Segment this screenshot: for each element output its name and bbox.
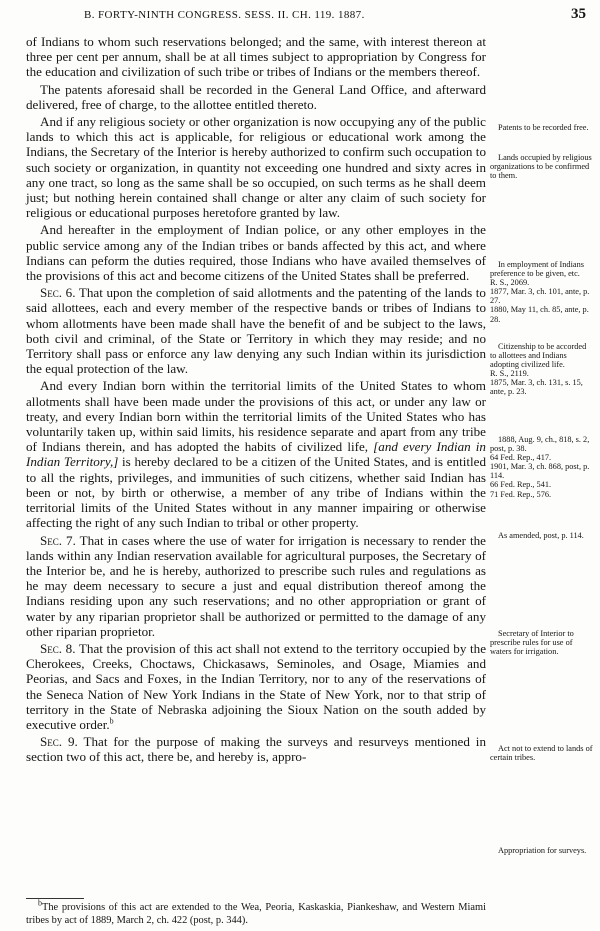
margin-note-case-refs (490, 435, 594, 499)
margin-ref: 71 Fed. Rep., 576. (490, 489, 552, 499)
margin-note-not-extend: Act not to extend to lands of certain tribes. (490, 744, 593, 763)
footnote (26, 898, 486, 927)
paragraph-patents: The patents aforesaid shall be recorded in the General Land Office, and afterward delivered, free of charge, to the allottee entitled thereto. (26, 81, 486, 112)
footnote-rule (26, 898, 84, 899)
margin-ref: 1877, Mar. 3, ch. 101, ante, p. 27. (490, 287, 590, 306)
page-number: 35 (571, 6, 586, 22)
footnote-text: The provisions of this act are extended to the Wea, Peoria, Kaskaskia, Piankeshaw, and Western Miami tribes by act of 1889, March 2, ch. 422 (post, p. 344). (26, 902, 486, 926)
section-9 (26, 734, 486, 764)
margin-ref: 66 Fed. Rep., 541. (490, 480, 552, 490)
margin-ref: 64 Fed. Rep., 417. (490, 453, 552, 463)
running-head: B. FORTY-NINTH CONGRESS. SESS. II. CH. 119. 1887. (84, 9, 365, 21)
margin-ref: 1888, Aug. 9, ch., 818, s. 2, post, p. 38. (490, 435, 590, 454)
section-7 (26, 533, 486, 639)
paragraph-citizenship (26, 378, 486, 530)
paragraph-religious-society: And if any religious society or other organization is now occupying any of the public lands to which this act is applicable, for religious or educational work among the Indians, the Secretary of the Interior is hereby authorized to confirm such occupation to such society or organization, in quantity not exceeding one hundred and sixty acres in any one tract, so long as the same shall be so occupied, on such terms as he shall deem just; but nothing herein contained shall change or alter any claim of such society for religious or educational purposes heretofore granted by law. (26, 114, 486, 221)
margin-note-citizenship: Citizenship to be accorded to allottees and Indians adopting civilized life. R. S., 2119. 1875, Mar. 3, ch. 131, s. 15, ante, p. 23. (490, 342, 587, 397)
section-9-label: Sec. 9. (40, 734, 78, 750)
margin-note-patents: Patents to be recorded free. (498, 123, 589, 132)
margin-note-religious-lands: Lands occupied by religious organizations to be confirmed to them. (490, 153, 592, 181)
body-text (26, 34, 486, 767)
footnote-mark: b (38, 898, 42, 908)
page-header (0, 6, 600, 26)
paragraph-indian-police: And hereafter in the employment of Indian police, or any other employes in the public service among any of the Indian tribes or bands affected by this act, and where Indians can peform the duties required, those Indians who have availed themselves of the provisions of this act and become citizens of the United States shall be preferred. (26, 222, 486, 284)
margin-ref: R. S., 2119. (490, 369, 529, 379)
section-8-label: Sec. 8. (40, 640, 76, 656)
section-7-label: Sec. 7. (40, 532, 76, 548)
margin-note-amended: As amended, post, p. 114. (498, 531, 584, 540)
margin-ref: 1875, Mar. 3, ch. 131, s. 15, ante, p. 23. (490, 378, 583, 397)
margin-ref: R. S., 2069. (490, 278, 530, 288)
section-6 (26, 285, 486, 376)
section-6-text: That upon the completion of said allotments and the patenting of the lands to said allottees, each and every member of the respective bands or tribes of Indians to whom allotments have been made shall have the benefit of and be subject to the laws, both civil and criminal, of the State or Territory in which they may reside; and no Territory shall pass or enforce any law denying any such Indian within its jurisdiction the equal protection of the law. (26, 285, 486, 377)
citizenship-text-b: is hereby declared to be a citizen of the United States, and is entitled to all the rights, privileges, and immunities of such citizens, whether said Indian has been or not, by birth or otherwise, a member of any tribe of Indians within the territorial limits of the United States without in any manner impairing or otherwise affecting the right of any such Indian to tribal or other property. (26, 454, 486, 531)
margin-note-water: Secretary of Interior to prescribe rules for use of waters for irrigation. (490, 629, 574, 657)
citizenship-amendment: [and every Indian in Indian Territory,] (26, 439, 486, 470)
citizenship-text-a: And every Indian born within the territorial limits of the United States to whom allotments shall have been made under the provisions of this act, or under any law or treaty, and every Indian born within the territorial limits of the United States who has voluntarily taken up, within said limits, his residence separate and apart from any tribe of Indians therein, and has adopted the habits of civilized life, (26, 378, 486, 455)
margin-ref: 1901, Mar. 3, ch. 868, post, p. 114. (490, 462, 590, 481)
section-9-text: That for the purpose of making the surveys and resurveys mentioned in section two of this act, there be, and hereby is, appro- (26, 734, 486, 765)
margin-note-appropriation: Appropriation for surveys. (498, 846, 587, 855)
section-6-label: Sec. 6. (40, 285, 76, 301)
margin-note-employment: In employment of Indians preference to be given, etc. R. S., 2069. 1877, Mar. 3, ch. 101, ante, p. 27. 1880, May 11, ch. 85, ante, p. 28. (490, 260, 590, 324)
section-7-text: That in cases where the use of water for irrigation is necessary to render the lands within any Indian reservation available for agricultural purposes, the Secretary of the Interior be, and he is hereby, authorized to prescribe such rules and regulations as he may deem necessary to secure a just and equal distribution thereof among the Indians residing upon any such reservations; and no other appropriation or grant of water by any riparian proprietor shall be authorized or permitted to the damage of any other riparian proprietor. (26, 532, 486, 639)
section-8 (26, 641, 486, 732)
section-8-text: That the provision of this act shall not extend to the territory occupied by the Cherokees, Creeks, Choctaws, Chickasaws, Seminoles, and Osage, Miamies and Peorias, and Sacs and Foxes, in the Indian Territory, nor to any of the reservations of the Seneca Nation of New York Indians in the State of New York, nor to that strip of territory in the State of Nebraska adjoining the Sioux Nation on the south added by executive order. (26, 640, 487, 732)
footnote-reference[interactable]: b (109, 716, 114, 726)
paragraph-continuation: of Indians to whom such reservations belonged; and the same, with interest thereon at three per cent per annum, shall be at all times subject to appropriation by Congress for the education and civilization of such tribe or tribes of Indians or the members thereof. (26, 34, 486, 80)
margin-ref: 1880, May 11, ch. 85, ante, p. 28. (490, 305, 589, 324)
